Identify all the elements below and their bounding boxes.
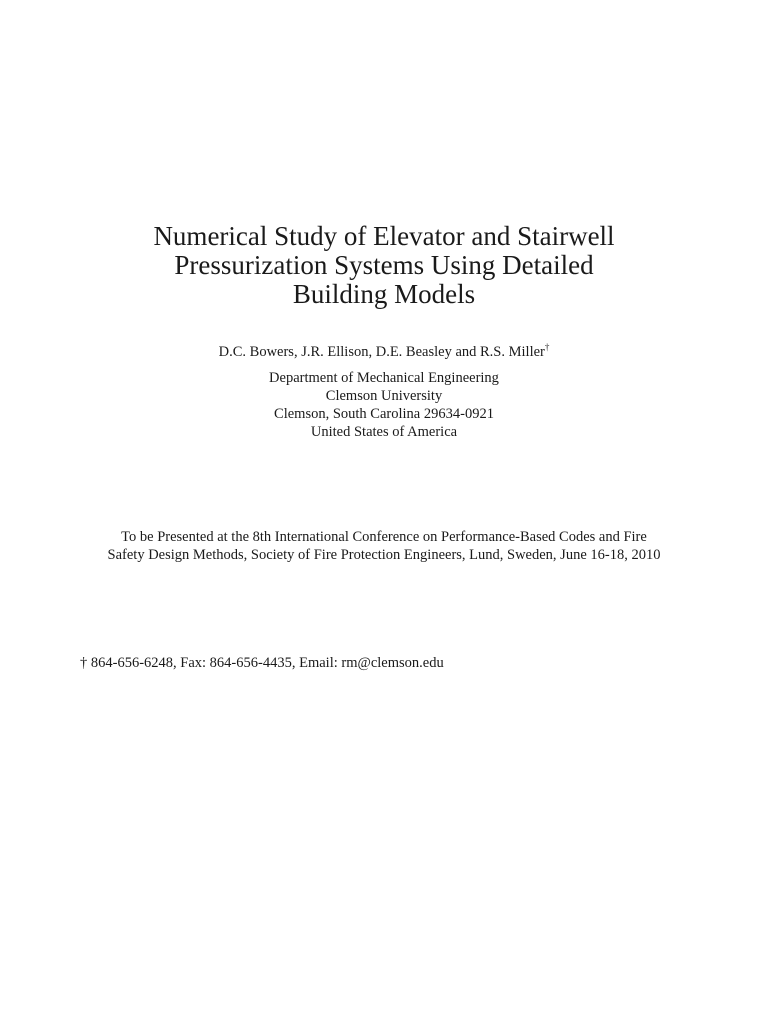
affiliation-department: Department of Mechanical Engineering <box>269 370 499 386</box>
title-line-2: Pressurization Systems Using Detailed <box>174 250 594 280</box>
presentation-line-2: Safety Design Methods, Society of Fire Protection Engineers, Lund, Sweden, June 16-18, 2010 <box>107 547 661 563</box>
affiliation-country: United States of America <box>310 424 458 440</box>
affiliation-city: Clemson, South Carolina 29634-0921 <box>274 406 494 422</box>
author-list <box>60 343 708 361</box>
title-line-3: Building Models <box>292 279 476 309</box>
presentation-line-1: To be Presented at the 8th International Conference on Performance-Based Codes and Fire <box>121 529 647 545</box>
author-names: D.C. Bowers, J.R. Ellison, D.E. Beasley and R.S. Miller <box>218 344 545 360</box>
affiliation-university: Clemson University <box>325 388 443 404</box>
affiliation-block <box>60 369 708 441</box>
presentation-note <box>70 528 698 564</box>
paper-title <box>60 222 708 309</box>
title-line-1: Numerical Study of Elevator and Stairwell <box>153 221 615 251</box>
contact-footnote: † 864-656-6248, Fax: 864-656-4435, Email: rm@clemson.edu <box>80 655 444 671</box>
dagger-mark: † <box>544 342 550 352</box>
